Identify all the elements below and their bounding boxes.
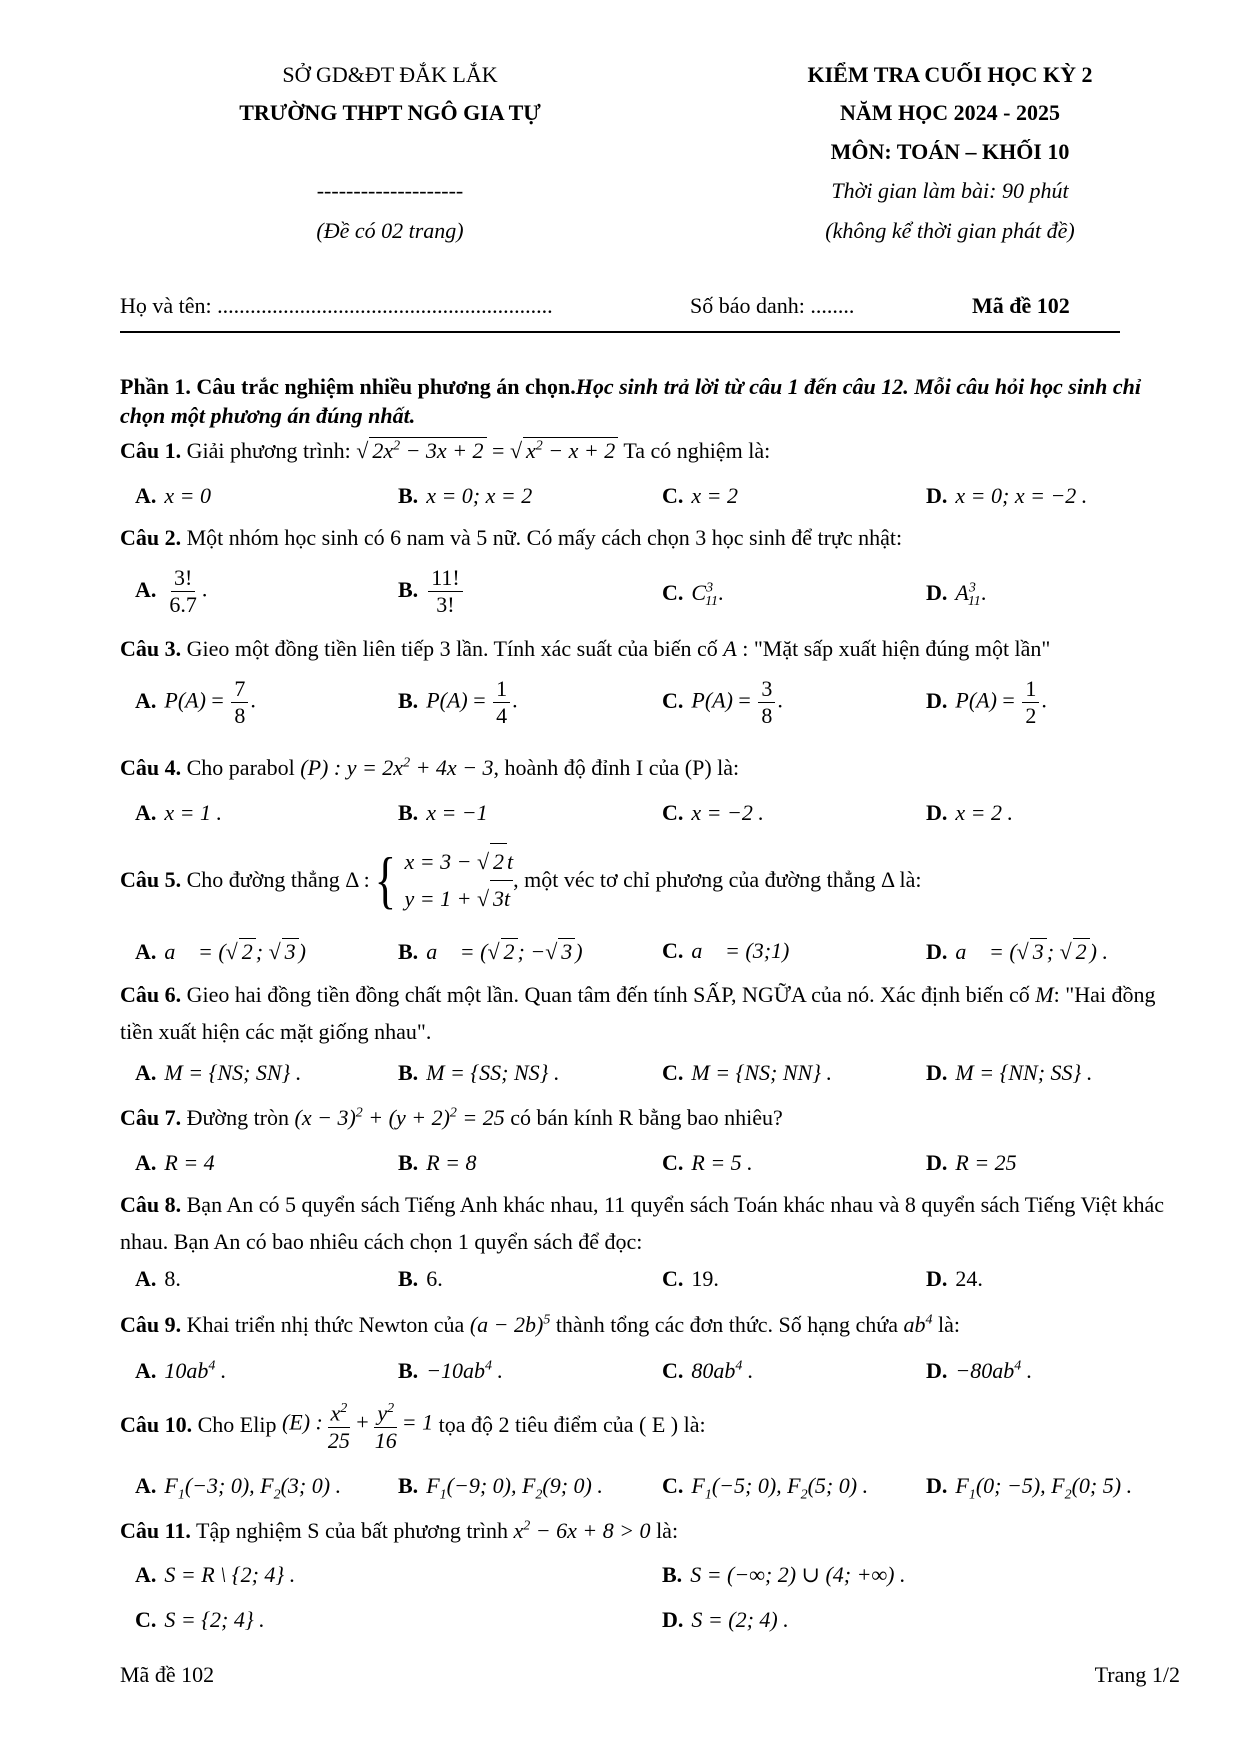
dept-name: SỞ GD&ĐT ĐẮK LẮK bbox=[282, 62, 498, 87]
q6-option-b[interactable]: B. M = {SS; NS} . bbox=[398, 1060, 560, 1085]
q6-tail: : "Hai đồng tiền xuất hiện các mặt giống nhau". bbox=[120, 982, 1156, 1044]
q4-label: Câu 4. bbox=[120, 755, 182, 780]
q7-text: Đường tròn bbox=[186, 1105, 290, 1130]
question-4 bbox=[120, 755, 1200, 781]
question-3: Câu 3. Gieo một đồng tiền liên tiếp 3 lần. Tính xác suất của biến cố A : "Mặt sấp xuất hiện đúng một lần" bbox=[120, 636, 1051, 661]
q5-label: Câu 5. bbox=[120, 867, 182, 892]
subject: MÔN: TOÁN – KHỐI 10 bbox=[830, 139, 1070, 164]
q7-tail: có bán kính R bằng bao nhiêu? bbox=[510, 1105, 783, 1130]
q11-option-d[interactable]: D. S = (2; 4) . bbox=[662, 1607, 789, 1632]
question-6: Câu 6. Gieo hai đồng tiền đồng chất một lần. Quan tâm đến tính SẤP, NGỮA của nó. Xác định biến cố M: "Hai đồng tiền xuất hiện các mặt giống nhau". bbox=[120, 982, 1156, 1044]
q11-option-a[interactable]: A. S = R \ {2; 4} . bbox=[135, 1562, 296, 1587]
q2-option-b[interactable]: B. $\frac{11!}{3!}$ bbox=[398, 565, 465, 618]
question-5 bbox=[120, 840, 1200, 920]
q4-tail: , hoành độ đỉnh I của (P) là: bbox=[493, 755, 740, 780]
q7-label: Câu 7. bbox=[120, 1105, 182, 1130]
q10-option-a[interactable]: A. $F_1(-3$; 0), $F_2(3$; 0) . bbox=[135, 1473, 342, 1503]
q5-option-b[interactable]: B. a⃗ = (√ 2 ; −√ 3 ) bbox=[398, 939, 583, 964]
q11-option-b[interactable]: B. S = (−∞; 2) ∪ (4; +∞) . bbox=[662, 1562, 906, 1587]
q3-text: Gieo một đồng tiền liên tiếp 3 lần. Tính xác suất của biến cố bbox=[186, 636, 718, 661]
q10-option-b[interactable]: B. $F_1(-9$; 0), $F_2(9$; 0) . bbox=[398, 1473, 603, 1503]
q9-option-b[interactable]: B. $-10ab^4$ . bbox=[398, 1358, 504, 1383]
q4-equation: (P) : $y = 2x^2 + 4x - 3$ bbox=[300, 755, 494, 780]
q11-option-c[interactable]: C. S = {2; 4} . bbox=[135, 1607, 265, 1632]
q4-option-b[interactable]: B. x = −1 bbox=[398, 800, 488, 825]
question-11: Câu 11. Tập nghiệm S của bất phương trình $x^2 - 6x + 8 > 0$ là: bbox=[120, 1518, 679, 1543]
q9-mid: thành tổng các đơn thức. Số hạng chứa bbox=[555, 1312, 898, 1337]
q9-tail: là: bbox=[937, 1312, 960, 1337]
q7-option-d[interactable]: D. R = 25 bbox=[926, 1150, 1017, 1175]
q1-option-c[interactable]: C. x = 2 bbox=[662, 483, 739, 508]
q1-equation: √ $2x^2 - 3x + 2$ = √ $x^2 - x + 2$ bbox=[356, 438, 618, 463]
q10-tail: tọa độ 2 tiêu điểm của ( E ) là: bbox=[438, 1412, 706, 1437]
q1-option-d[interactable]: D. x = 0; x = −2 . bbox=[926, 483, 1088, 508]
q3-label: Câu 3. bbox=[120, 636, 182, 661]
q2-label: Câu 2. bbox=[120, 525, 182, 550]
q3-option-a[interactable]: A. P(A) = $\frac{7}{8}$ . bbox=[135, 676, 256, 728]
q5-option-c[interactable]: C. a⃗ = (3;1) bbox=[662, 938, 790, 963]
footer-code: Mã đề 102 bbox=[120, 1662, 215, 1687]
q9-option-c[interactable]: C. $80ab^4$ . bbox=[662, 1358, 754, 1383]
q2-option-c[interactable]: C. $C^3_{11}$. bbox=[662, 580, 724, 610]
q4-option-c[interactable]: C. x = −2 . bbox=[662, 800, 764, 825]
q11-label: Câu 11. bbox=[120, 1518, 191, 1543]
q5-system: Δ : { x = 3 − √ 2 t y = 1 + √ 3t bbox=[345, 844, 514, 915]
q5-tail: , một véc tơ chỉ phương của đường thẳng Δ là: bbox=[513, 867, 922, 892]
q6-text: Gieo hai đồng tiền đồng chất một lần. Quan tâm đến tính SẤP, NGỮA của nó. Xác định biến cố bbox=[186, 982, 1030, 1007]
time-note: (không kể thời gian phát đề) bbox=[825, 218, 1075, 243]
q10-option-c[interactable]: C. $F_1(-5$; 0), $F_2(5$; 0) . bbox=[662, 1473, 869, 1503]
question-2 bbox=[120, 525, 1200, 551]
q8-option-a[interactable]: A. 8. bbox=[135, 1266, 181, 1291]
q8-option-b[interactable]: B. 6. bbox=[398, 1266, 443, 1291]
question-8 bbox=[120, 1186, 1190, 1260]
time-limit: Thời gian làm bài: 90 phút bbox=[831, 178, 1069, 203]
q10-text: Cho Elip bbox=[197, 1412, 277, 1437]
student-info-row bbox=[120, 293, 1120, 323]
school-year: NĂM HỌC 2024 - 2025 bbox=[840, 100, 1060, 125]
q3-tail: : "Mặt sấp xuất hiện đúng một lần" bbox=[742, 636, 1051, 661]
q10-equation: (E) : $\frac{x^2}{25}$ + $\frac{y^2}{16}$ = 1 bbox=[282, 1396, 433, 1453]
section-heading bbox=[120, 372, 1190, 430]
q8-option-d[interactable]: D. 24. bbox=[926, 1266, 983, 1291]
question-10 bbox=[120, 1395, 1200, 1455]
q3-option-b[interactable]: B. P(A) = $\frac{1}{4}$ . bbox=[398, 676, 518, 728]
q3-option-c[interactable]: C. P(A) = $\frac{3}{8}$ . bbox=[662, 676, 783, 728]
q2-option-a[interactable]: A. $\frac{3!}{6.7}$ . bbox=[135, 565, 208, 617]
q8-option-c[interactable]: C. 19. bbox=[662, 1266, 719, 1291]
q10-label: Câu 10. bbox=[120, 1412, 193, 1437]
q1-option-a[interactable]: A. x = 0 bbox=[135, 483, 212, 508]
q2-text: Một nhóm học sinh có 6 nam và 5 nữ. Có mấy cách chọn 3 học sinh để trực nhật: bbox=[186, 525, 903, 550]
header-divider bbox=[120, 331, 1120, 333]
q6-option-c[interactable]: C. M = {NS; NN} . bbox=[662, 1060, 833, 1085]
q2-option-d[interactable]: D. $A^3_{11}$. bbox=[926, 580, 987, 610]
section-title: Phần 1. Câu trắc nghiệm nhiều phương án chọn. bbox=[120, 374, 576, 399]
q11-text: Tập nghiệm S của bất phương trình bbox=[196, 1518, 508, 1543]
student-name-field[interactable]: Họ và tên: ............................................................. bbox=[120, 293, 553, 318]
q7-option-b[interactable]: B. R = 8 bbox=[398, 1150, 477, 1175]
q8-text: Bạn An có 5 quyển sách Tiếng Anh khác nhau, 11 quyển sách Toán khác nhau và 8 quyển sách Tiếng Việt khác nhau. Bạn An có bao nhiêu cách chọn 1 quyển sách để đọc: bbox=[120, 1192, 1165, 1254]
section-instruction: Học sinh trả lời từ câu 1 đến câu 12. Mỗi câu hỏi học sinh chỉ chọn một phương án đúng nhất. bbox=[120, 374, 1142, 428]
q6-option-d[interactable]: D. M = {NN; SS} . bbox=[926, 1060, 1093, 1085]
q7-option-c[interactable]: C. R = 5 . bbox=[662, 1150, 753, 1175]
q11-tail: là: bbox=[656, 1518, 679, 1543]
exam-title: KIỂM TRA CUỐI HỌC KỲ 2 bbox=[807, 62, 1093, 87]
q9-text: Khai triển nhị thức Newton của bbox=[186, 1312, 465, 1337]
q3-option-d[interactable]: D. P(A) = $\frac{1}{2}$ . bbox=[926, 676, 1047, 728]
q7-equation: $(x - 3)^2 + (y + 2)^2 = 25$ bbox=[294, 1105, 505, 1130]
q7-option-a[interactable]: A. R = 4 bbox=[135, 1150, 215, 1175]
q5-option-d[interactable]: D. a⃗ = (√ 3 ; √ 2 ) . bbox=[926, 939, 1108, 964]
exam-code: Mã đề 102 bbox=[972, 293, 1070, 318]
q4-text: Cho parabol bbox=[186, 755, 295, 780]
q4-option-a[interactable]: A. x = 1 . bbox=[135, 800, 223, 825]
q1-text: Giải phương trình: bbox=[186, 438, 351, 463]
page-footer bbox=[120, 1662, 1180, 1692]
q5-option-a[interactable]: A. a⃗ = (√ 2 ; √ 3 ) bbox=[135, 939, 306, 964]
header-dashes: -------------------- bbox=[316, 178, 464, 203]
q8-label: Câu 8. bbox=[120, 1192, 182, 1217]
school-name: TRƯỜNG THPT NGÔ GIA TỰ bbox=[239, 100, 541, 125]
question-1 bbox=[120, 437, 1200, 464]
question-7 bbox=[120, 1105, 1200, 1131]
q6-label: Câu 6. bbox=[120, 982, 182, 1007]
page-count: (Đề có 02 trang) bbox=[316, 218, 464, 243]
question-9: Câu 9. Khai triển nhị thức Newton của $(a - 2b)^5$ thành tổng các đơn thức. Số hạng chứa $ab^4$ là: bbox=[120, 1312, 960, 1337]
q1-label: Câu 1. bbox=[120, 438, 182, 463]
q9-option-a[interactable]: A. $10ab^4$ . bbox=[135, 1358, 227, 1383]
footer-page: Trang 1/2 bbox=[1094, 1662, 1180, 1687]
q1-option-b[interactable]: B. x = 0; x = 2 bbox=[398, 483, 533, 508]
q9-label: Câu 9. bbox=[120, 1312, 182, 1337]
student-id-field[interactable]: Số báo danh: ........ bbox=[690, 293, 855, 318]
q4-option-d[interactable]: D. x = 2 . bbox=[926, 800, 1014, 825]
q1-tail: Ta có nghiệm là: bbox=[623, 438, 771, 463]
q10-option-d[interactable]: D. $F_1(0$; −5), $F_2(0$; 5) . bbox=[926, 1473, 1133, 1503]
q5-text: Cho đường thẳng bbox=[186, 867, 340, 892]
q6-option-a[interactable]: A. M = {NS; SN} . bbox=[135, 1060, 302, 1085]
q9-option-d[interactable]: D. $-80ab^4$ . bbox=[926, 1358, 1033, 1383]
